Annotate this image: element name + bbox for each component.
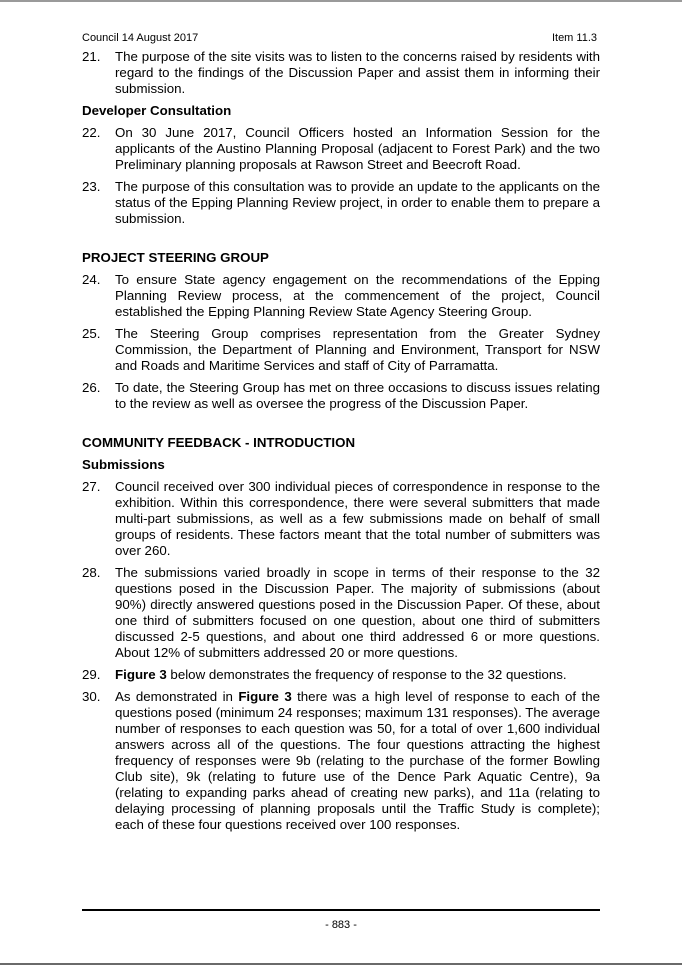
- paragraph-number: 30.: [82, 689, 101, 704]
- paragraph-text: The purpose of the site visits was to listen to the concerns raised by residents with regard to the findings of the Discussion Paper and assist them in informing their submission.: [115, 49, 600, 96]
- paragraph-text-rest: there was a high level of response to each of the questions posed (minimum 24 responses; maximum 131 responses). The average number of responses to each question was 50, for a total of over 1,600 individual answers across all of the questions. The four questions attracting the highest frequency of responses were 9b (relating to the purchase of the former Bowling Club site), 9k (relating to future use of the Dence Park Aquatic Centre), 9a (relating to expanding parks ahead of creating new parks), and 11a (relating to delaying processing of planning proposals until the Traffic Study is complete); each of these four questions received over 100 responses.: [115, 689, 600, 832]
- footer-divider: [82, 909, 600, 911]
- document-body: [82, 49, 600, 839]
- submissions-heading: Submissions: [82, 457, 165, 472]
- paragraph-text: The Steering Group comprises representation from the Greater Sydney Commission, the Department of Planning and Environment, Transport for NSW and Roads and Maritime Services and staff of City of Parramatta.: [115, 326, 600, 373]
- paragraph-24: [82, 272, 600, 320]
- paragraph-number: 24.: [82, 272, 101, 287]
- paragraph-text: To date, the Steering Group has met on three occasions to discuss issues relating to the review as well as oversee the progress of the Discussion Paper.: [115, 380, 600, 411]
- project-steering-group-heading: PROJECT STEERING GROUP: [82, 250, 269, 265]
- paragraph-number: 26.: [82, 380, 101, 395]
- figure-reference: Figure 3: [115, 667, 167, 682]
- paragraph-number: 22.: [82, 125, 101, 140]
- paragraph-text: On 30 June 2017, Council Officers hosted an Information Session for the applicants of the Austino Planning Proposal (adjacent to Forest Park) and the two Preliminary planning proposals at Rawson Street and Beecroft Road.: [115, 125, 600, 172]
- paragraph-number: 29.: [82, 667, 101, 682]
- paragraph-text-lead: As demonstrated in: [115, 689, 239, 704]
- paragraph-number: 25.: [82, 326, 101, 341]
- paragraph-21: [82, 49, 600, 97]
- community-feedback-heading: COMMUNITY FEEDBACK - INTRODUCTION: [82, 435, 356, 450]
- paragraph-text: [115, 689, 600, 833]
- paragraph-text: To ensure State agency engagement on the recommendations of the Epping Planning Review process, at the commencement of the project, Council established the Epping Planning Review State Agency Steering Group.: [115, 272, 600, 319]
- paragraph-26: [82, 380, 600, 412]
- meeting-date: Council 14 August 2017: [82, 32, 199, 44]
- page-header: [82, 31, 597, 45]
- paragraph-22: [82, 125, 600, 173]
- figure-reference: Figure 3: [238, 689, 292, 704]
- paragraph-text: Council received over 300 individual pieces of correspondence in response to the exhibition. Within this correspondence, there were several submitters that made multi-part submissions, as well as a few submissions made on behalf of small groups of residents. These factors meant that the total number of submitters was over 260.: [115, 479, 600, 558]
- paragraph-number: 21.: [82, 49, 101, 64]
- paragraph-25: [82, 326, 600, 374]
- paragraph-text: The purpose of this consultation was to provide an update to the applicants on the status of the Epping Planning Review project, in order to enable them to prepare a submission.: [115, 179, 600, 226]
- item-number: Item 11.3: [551, 32, 597, 44]
- paragraph-number: 23.: [82, 179, 101, 194]
- paragraph-23: [82, 179, 600, 227]
- paragraph-30: [82, 689, 600, 833]
- paragraph-text: [115, 667, 600, 683]
- paragraph-number: 28.: [82, 565, 101, 580]
- paragraph-number: 27.: [82, 479, 101, 494]
- paragraph-text-rest: below demonstrates the frequency of response to the 32 questions.: [166, 667, 567, 682]
- paragraph-29: [82, 667, 600, 683]
- paragraph-28: [82, 565, 600, 661]
- page-number: - 883 -: [325, 919, 357, 931]
- developer-consultation-heading: Developer Consultation: [82, 103, 232, 118]
- scan-top-edge: [0, 0, 682, 2]
- paragraph-text: The submissions varied broadly in scope in terms of their response to the 32 questions posed in the Discussion Paper. The majority of submissions (about 90%) directly answered questions posed in the Discussion Paper. Of these, about one third of submitters focused on one question, about one third of submitters discussed 2-5 questions, and about one third addressed 6 or more questions. About 12% of submitters addressed 20 or more questions.: [115, 565, 600, 660]
- paragraph-27: [82, 479, 600, 559]
